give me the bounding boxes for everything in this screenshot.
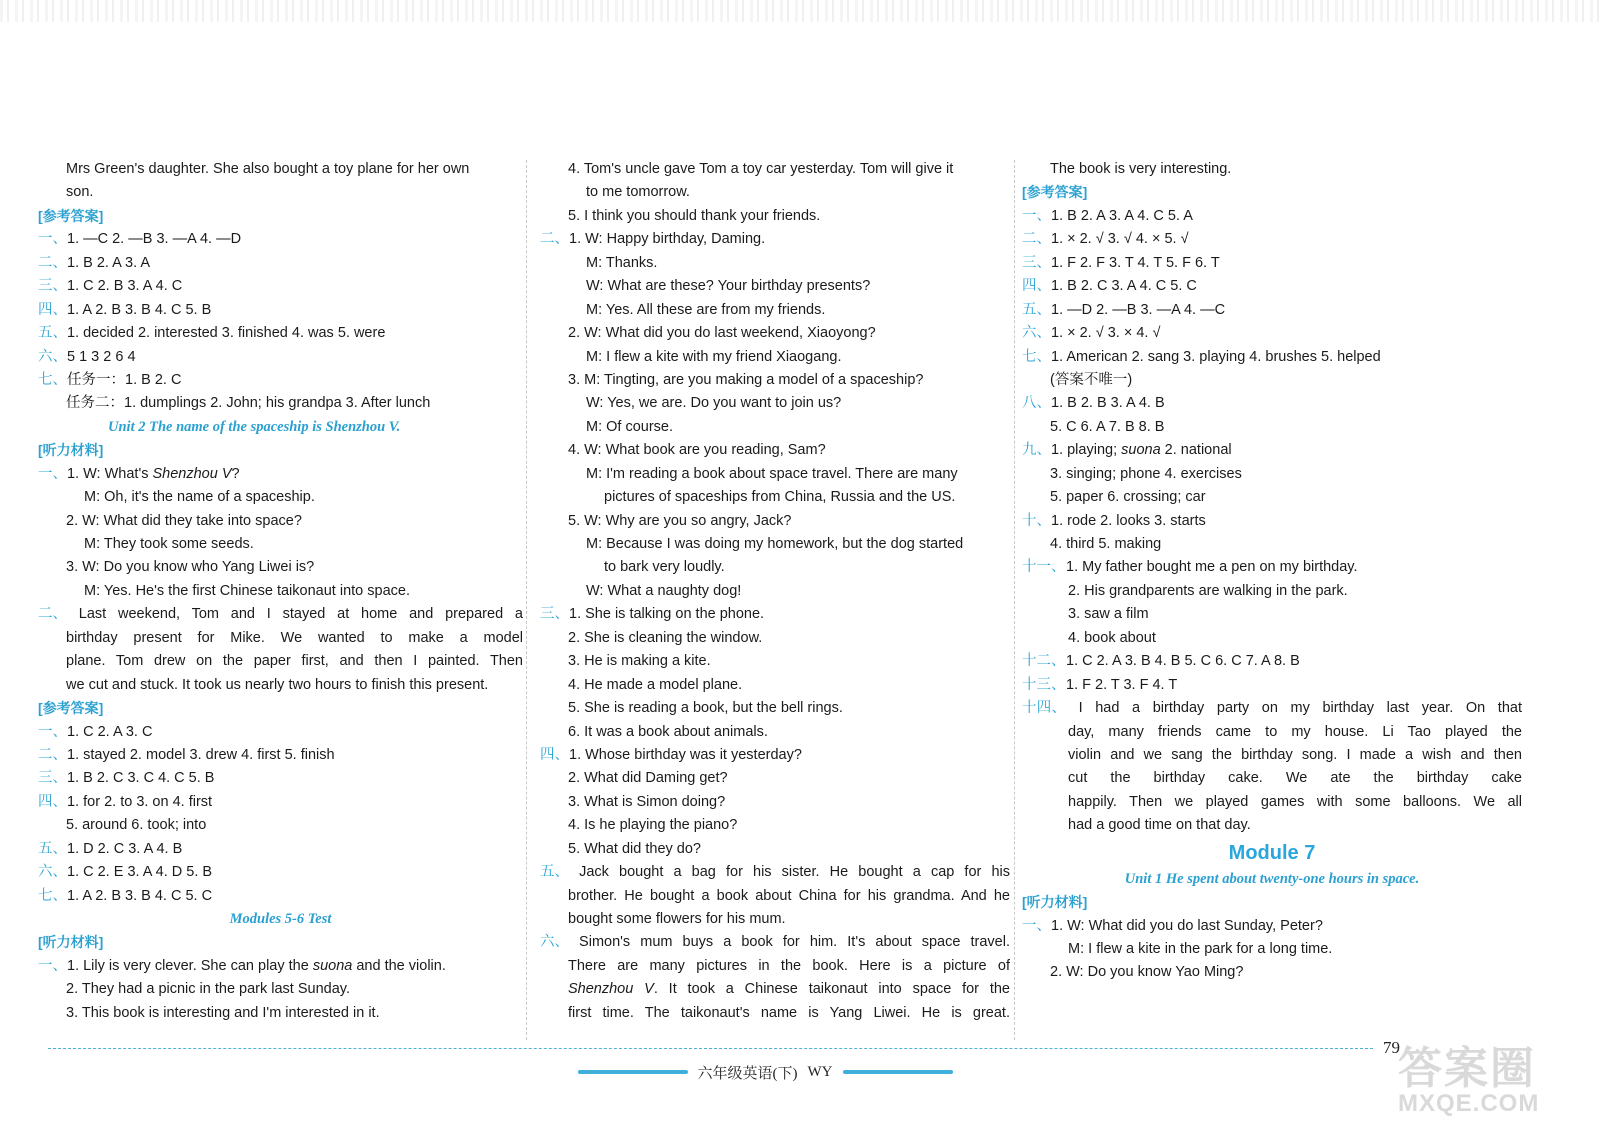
answer-line <box>38 369 523 392</box>
answer-text: M: Yes. He's the first Chinese taikonaut into space. <box>84 582 410 599</box>
answer-text: 1. B 2. B 3. A 4. B <box>1051 395 1165 412</box>
question-number: 四、 <box>38 793 67 810</box>
answer-text: 1. decided 2. interested 3. finished 4. was 5. were <box>67 325 386 342</box>
answer-text: violin and we sang the birthday song. I made a wish and then <box>1068 746 1522 763</box>
question-number: 三、 <box>1022 254 1051 271</box>
answer-line <box>38 767 523 790</box>
page-number: 79 <box>1383 1038 1400 1057</box>
answer-line <box>540 533 1010 556</box>
module-title: Module 7 <box>1228 841 1316 864</box>
answer-line <box>540 650 1010 673</box>
answer-text: 1. stayed 2. model 3. drew 4. first 5. finish <box>67 746 335 763</box>
answer-text: 1. A 2. B 3. B 4. C 5. B <box>67 301 212 318</box>
answer-text: to me tomorrow. <box>586 184 690 201</box>
answer-text: 1. × 2. √ 3. √ 4. × 5. √ <box>1051 231 1189 248</box>
answer-text: M: Oh, it's the name of a spaceship. <box>84 489 315 506</box>
answer-line <box>38 556 523 579</box>
question-number: 五、 <box>1022 301 1051 318</box>
answer-line <box>1022 533 1522 556</box>
answer-text: M: Because I was doing my homework, but the dog started <box>586 536 964 552</box>
answer-line <box>38 627 523 650</box>
answer-text: 1. F 2. T 3. F 4. T <box>1066 676 1178 693</box>
answer-text: 4. third 5. making <box>1050 536 1162 552</box>
answer-line <box>1022 346 1522 369</box>
footer-bar-right <box>843 1070 953 1074</box>
answer-text: 4. Tom's uncle gave Tom a toy car yesterday. Tom will give it <box>568 161 954 177</box>
answer-text: Simon's mum buys a book for him. It's about space travel. <box>569 934 1010 951</box>
answer-line <box>540 885 1010 908</box>
scan-noise <box>0 0 1600 22</box>
answer-text: pictures of spaceships from China, Russia and the US. <box>604 489 956 506</box>
answer-line <box>540 1002 1010 1025</box>
answer-line <box>38 744 523 767</box>
answer-line <box>38 650 523 673</box>
answer-line <box>540 556 1010 579</box>
footer-rule <box>48 1048 1373 1049</box>
section-heading: [听力材料] <box>1022 894 1088 911</box>
answer-line <box>540 908 1010 931</box>
answer-line <box>540 674 1010 697</box>
answer-text: There are many pictures in the book. Here is a picture of <box>568 957 1010 974</box>
answer-line <box>38 721 523 744</box>
answer-line <box>1022 650 1522 673</box>
answer-line <box>540 721 1010 744</box>
answer-line <box>1022 392 1522 415</box>
answer-line <box>540 205 1010 228</box>
italic-term: Shenzhou V <box>568 981 654 998</box>
answer-text: 任务一：1. B 2. C <box>67 371 182 388</box>
answer-line <box>1022 674 1522 697</box>
answer-line <box>540 978 1010 1001</box>
question-number: 四、 <box>38 301 67 318</box>
answer-text: bought some flowers for his mum. <box>568 911 786 927</box>
answer-text: 1. F 2. F 3. T 4. T 5. F 6. T <box>1051 254 1220 271</box>
answer-text: 2. What did Daming get? <box>568 770 728 787</box>
question-number: 十二、 <box>1022 653 1066 670</box>
question-number: 二、 <box>38 746 67 763</box>
answer-text: 1. Whose birthday was it yesterday? <box>569 746 802 763</box>
answer-text: 1. × 2. √ 3. × 4. √ <box>1051 325 1161 342</box>
answer-line <box>1022 814 1522 837</box>
answer-line <box>1022 416 1522 439</box>
answer-text: 5. C 6. A 7. B 8. B <box>1050 418 1165 435</box>
answer-text: 1. C 2. A 3. C <box>67 723 153 740</box>
question-number: 七、 <box>38 371 67 388</box>
answer-line <box>38 275 523 298</box>
answer-text: 任务二：1. dumplings 2. John; his grandpa 3. After lunch <box>66 395 431 412</box>
unit-title: Unit 2 The name of the spaceship is Shenzhou V. <box>108 418 401 435</box>
question-number: 六、 <box>38 348 67 365</box>
answer-line <box>38 252 523 275</box>
answer-text: 5 1 3 2 6 4 <box>67 348 136 365</box>
section-heading: [听力材料] <box>38 934 104 951</box>
question-number: 七、 <box>38 887 67 904</box>
watermark-text: 答案圈 <box>1398 1043 1536 1094</box>
answer-text: cut the birthday cake. We ate the birthday cake <box>1068 770 1522 787</box>
answer-text: The book is very interesting. <box>1050 161 1232 177</box>
question-number: 五、 <box>38 325 67 342</box>
question-number: 十三、 <box>1022 676 1066 693</box>
answer-text: 2. W: What did you do last weekend, Xiaoyong? <box>568 325 876 342</box>
answer-line <box>1022 721 1522 744</box>
question-number: 三、 <box>540 606 569 623</box>
answer-text: 5. around 6. took; into <box>66 817 207 834</box>
answer-text: brother. He bought a book about China for his grandma. And he <box>568 887 1010 904</box>
answer-line <box>1022 961 1522 984</box>
answer-text: 1. A 2. B 3. B 4. C 5. C <box>67 887 213 904</box>
answer-text: 4. He made a model plane. <box>568 676 743 693</box>
answer-line <box>38 791 523 814</box>
answer-text: Mrs Green's daughter. She also bought a toy plane for her own <box>66 161 470 177</box>
answer-line <box>1022 915 1522 938</box>
answer-line <box>540 861 1010 884</box>
answer-text: 3. W: Do you know who Yang Liwei is? <box>66 559 315 576</box>
answer-text: 5. She is reading a book, but the bell rings. <box>568 700 843 717</box>
answer-line <box>540 510 1010 533</box>
question-number: 六、 <box>1022 325 1051 342</box>
answer-line <box>540 228 1010 251</box>
answer-line <box>1022 322 1522 345</box>
column-divider <box>526 160 527 1040</box>
answer-line <box>38 533 523 556</box>
italic-term: suona <box>1121 442 1161 459</box>
question-number: 二、 <box>38 606 67 623</box>
answer-text: 4. Is he playing the piano? <box>568 817 738 834</box>
question-number: 六、 <box>38 864 67 881</box>
answer-text: M: They took some seeds. <box>84 536 254 552</box>
answer-text: 3. singing; phone 4. exercises <box>1050 465 1242 482</box>
answer-line <box>1022 369 1522 392</box>
watermark-url: MXQE.COM <box>1398 1090 1540 1117</box>
question-number: 十四、 <box>1022 700 1066 717</box>
answer-line <box>540 252 1010 275</box>
answer-line <box>1022 938 1522 961</box>
question-number: 六、 <box>540 934 569 951</box>
answer-line <box>1022 158 1522 181</box>
answer-line <box>540 369 1010 392</box>
answer-text: 1. W: Happy birthday, Daming. <box>569 231 766 248</box>
edition-code: WY <box>807 1063 833 1080</box>
question-number: 十一、 <box>1022 559 1066 576</box>
answer-text: day, many friends came to my house. Li Tao played the <box>1068 723 1522 740</box>
question-number: 一、 <box>1022 917 1051 934</box>
question-number: 三、 <box>38 278 67 295</box>
answer-line <box>1022 697 1522 720</box>
answer-line <box>38 346 523 369</box>
answer-line <box>540 767 1010 790</box>
answer-column-2 <box>540 158 1010 1025</box>
answer-text: 1. She is talking on the phone. <box>569 606 765 623</box>
answer-text: 2. W: What did they take into space? <box>66 512 302 529</box>
answer-line <box>540 158 1010 181</box>
answer-text: 3. What is Simon doing? <box>568 793 726 810</box>
answer-text: 1. B 2. C 3. A 4. C 5. C <box>1051 278 1197 295</box>
footer-title <box>555 1060 975 1084</box>
question-number: 一、 <box>38 957 67 974</box>
italic-term: suona <box>312 957 353 974</box>
section-heading: [参考答案] <box>1022 184 1088 201</box>
question-number: 八、 <box>1022 395 1051 412</box>
answer-text: Jack bought a bag for his sister. He bought a cap for his <box>569 864 1010 881</box>
column-divider <box>1014 160 1015 1040</box>
answer-line <box>38 814 523 837</box>
answer-line <box>540 603 1010 626</box>
answer-line <box>1022 744 1522 767</box>
answer-text: W: What are these? Your birthday presents? <box>586 278 871 295</box>
answer-text: 6. It was a book about animals. <box>568 723 768 740</box>
answer-line <box>540 181 1010 204</box>
answer-text: 5. What did they do? <box>568 840 701 857</box>
unit-title: Modules 5-6 Test <box>229 911 332 927</box>
answer-text: W: What a naughty dog! <box>586 582 742 599</box>
answer-line <box>38 580 523 603</box>
answer-text: 1. B 2. A 3. A 4. C 5. A <box>1051 207 1193 224</box>
answer-line <box>540 275 1010 298</box>
answer-text: Last weekend, Tom and I stayed at home and prepared a <box>67 606 523 623</box>
answer-line <box>540 627 1010 650</box>
answer-line <box>540 791 1010 814</box>
answer-text: M: I'm reading a book about space travel. There are many <box>586 465 958 482</box>
answer-text: birthday present for Mike. We wanted to make a model <box>66 629 523 646</box>
section-heading: [听力材料] <box>38 442 104 459</box>
answer-text: 1. —D 2. —B 3. —A 4. —C <box>1051 301 1226 318</box>
answer-line <box>540 931 1010 954</box>
answer-text: 2. His grandparents are walking in the park. <box>1068 582 1348 599</box>
answer-line <box>38 181 523 204</box>
answer-line <box>1022 627 1522 650</box>
answer-text: 1. playing; suona 2. national <box>1051 442 1232 459</box>
answer-line <box>540 346 1010 369</box>
book-title: 六年级英语(下) <box>697 1065 798 1082</box>
answer-line <box>1022 275 1522 298</box>
answer-line <box>38 228 523 251</box>
answer-text: 5. I think you should thank your friends. <box>568 207 821 224</box>
answer-line <box>1022 580 1522 603</box>
answer-line <box>540 439 1010 462</box>
answer-column-1 <box>38 158 523 1025</box>
answer-text: M: I flew a kite in the park for a long time. <box>1068 941 1333 957</box>
answer-text: 1. C 2. E 3. A 4. D 5. B <box>67 864 213 881</box>
answer-line <box>38 510 523 533</box>
answer-text: 1. B 2. A 3. A <box>67 254 151 271</box>
question-number: 十、 <box>1022 512 1051 529</box>
answer-line <box>38 861 523 884</box>
answer-line <box>1022 205 1522 228</box>
answer-line <box>38 158 523 181</box>
answer-line <box>1022 791 1522 814</box>
answer-line <box>1022 767 1522 790</box>
answer-text: 2. She is cleaning the window. <box>568 629 763 646</box>
answer-line <box>1022 510 1522 533</box>
answer-text: 1. for 2. to 3. on 4. first <box>67 793 213 810</box>
answer-text: 3. M: Tingting, are you making a model of a spaceship? <box>568 371 924 388</box>
question-number: 七、 <box>1022 348 1051 365</box>
answer-text: 5. paper 6. crossing; car <box>1050 489 1206 506</box>
answer-line <box>540 486 1010 509</box>
answer-text: 1. Lily is very clever. She can play the suona and the violin. <box>67 957 446 974</box>
question-number: 一、 <box>38 231 67 248</box>
answer-text: 3. He is making a kite. <box>568 653 711 670</box>
answer-text: 1. My father bought me a pen on my birthday. <box>1066 559 1358 576</box>
answer-text: 1. —C 2. —B 3. —A 4. —D <box>67 231 242 248</box>
answer-line <box>38 955 523 978</box>
answer-line <box>1022 486 1522 509</box>
answer-line <box>1022 439 1522 462</box>
question-number: 二、 <box>38 254 67 271</box>
answer-text: 2. W: Do you know Yao Ming? <box>1050 964 1244 981</box>
question-number: 九、 <box>1022 442 1051 459</box>
section-heading: [参考答案] <box>38 207 104 224</box>
answer-column-3 <box>1022 158 1522 985</box>
answer-text: 5. W: Why are you so angry, Jack? <box>568 512 792 529</box>
answer-line <box>540 697 1010 720</box>
answer-text: 1. W: What did you do last Sunday, Peter? <box>1051 917 1323 934</box>
question-number: 三、 <box>38 770 67 787</box>
answer-line <box>540 580 1010 603</box>
answer-line <box>38 299 523 322</box>
answer-text: 1. W: What's Shenzhou V? <box>67 465 240 482</box>
answer-line <box>38 392 523 415</box>
answer-text: plane. Tom drew on the paper first, and then I painted. Then <box>66 653 523 670</box>
answer-line <box>540 814 1010 837</box>
answer-text: 1. rode 2. looks 3. starts <box>1051 512 1206 529</box>
answer-line <box>540 322 1010 345</box>
answer-line <box>38 603 523 626</box>
answer-text: to bark very loudly. <box>604 559 725 576</box>
answer-text: I had a birthday party on my birthday last year. On that <box>1066 700 1522 717</box>
answer-line <box>38 674 523 697</box>
answer-text: had a good time on that day. <box>1068 817 1251 834</box>
section-heading: [参考答案] <box>38 700 104 717</box>
answer-text: son. <box>66 184 94 201</box>
answer-text: 1. D 2. C 3. A 4. B <box>67 840 183 857</box>
answer-text: 4. book about <box>1068 629 1156 646</box>
footer-bar-left <box>578 1070 688 1074</box>
answer-text: 3. saw a film <box>1068 606 1149 623</box>
answer-text: M: I flew a kite with my friend Xiaogang. <box>586 348 842 365</box>
answer-text: 3. This book is interesting and I'm interested in it. <box>66 1004 380 1021</box>
italic-term: Shenzhou V <box>152 465 232 482</box>
question-number: 四、 <box>540 746 569 763</box>
answer-text: 2. They had a picnic in the park last Sunday. <box>66 981 350 998</box>
answer-text: M: Of course. <box>586 418 674 435</box>
question-number: 二、 <box>540 231 569 248</box>
answer-line <box>1022 299 1522 322</box>
answer-line <box>540 838 1010 861</box>
answer-line <box>1022 228 1522 251</box>
answer-line <box>1022 556 1522 579</box>
question-number: 四、 <box>1022 278 1051 295</box>
answer-text: M: Yes. All these are from my friends. <box>586 301 826 318</box>
answer-text: we cut and stuck. It took us nearly two hours to finish this present. <box>66 676 489 693</box>
answer-line <box>540 299 1010 322</box>
answer-line <box>38 322 523 345</box>
question-number: 一、 <box>38 723 67 740</box>
answer-line <box>1022 252 1522 275</box>
unit-title: Unit 1 He spent about twenty-one hours in space. <box>1124 870 1420 887</box>
answer-text: (答案不唯一) <box>1050 371 1133 388</box>
answer-text: 4. W: What book are you reading, Sam? <box>568 442 826 459</box>
answer-text: W: Yes, we are. Do you want to join us? <box>586 395 842 412</box>
question-number: 一、 <box>38 465 67 482</box>
answer-line <box>540 392 1010 415</box>
answer-line <box>540 744 1010 767</box>
answer-line <box>540 463 1010 486</box>
answer-text: Shenzhou V. It took a Chinese taikonaut into space for the <box>568 981 1010 998</box>
answer-text: first time. The taikonaut's name is Yang Liwei. He is great. <box>568 1004 1010 1021</box>
answer-line <box>38 1002 523 1025</box>
answer-line <box>1022 463 1522 486</box>
question-number: 二、 <box>1022 231 1051 248</box>
answer-line <box>38 838 523 861</box>
answer-text: 1. B 2. C 3. C 4. C 5. B <box>67 770 215 787</box>
answer-line <box>38 978 523 1001</box>
answer-text: happily. Then we played games with some balloons. We all <box>1068 793 1522 810</box>
answer-line <box>1022 603 1522 626</box>
answer-line <box>38 463 523 486</box>
question-number: 五、 <box>540 864 569 881</box>
answer-text: 1. C 2. A 3. B 4. B 5. C 6. C 7. A 8. B <box>1066 653 1300 670</box>
question-number: 一、 <box>1022 207 1051 224</box>
question-number: 五、 <box>38 840 67 857</box>
answer-text: 1. American 2. sang 3. playing 4. brushes 5. helped <box>1051 348 1381 365</box>
answer-line <box>38 885 523 908</box>
answer-text: 1. C 2. B 3. A 4. C <box>67 278 183 295</box>
answer-line <box>540 416 1010 439</box>
answer-text: M: Thanks. <box>586 254 658 271</box>
answer-line <box>38 486 523 509</box>
answer-line <box>540 955 1010 978</box>
watermark-logo <box>1398 1032 1588 1122</box>
